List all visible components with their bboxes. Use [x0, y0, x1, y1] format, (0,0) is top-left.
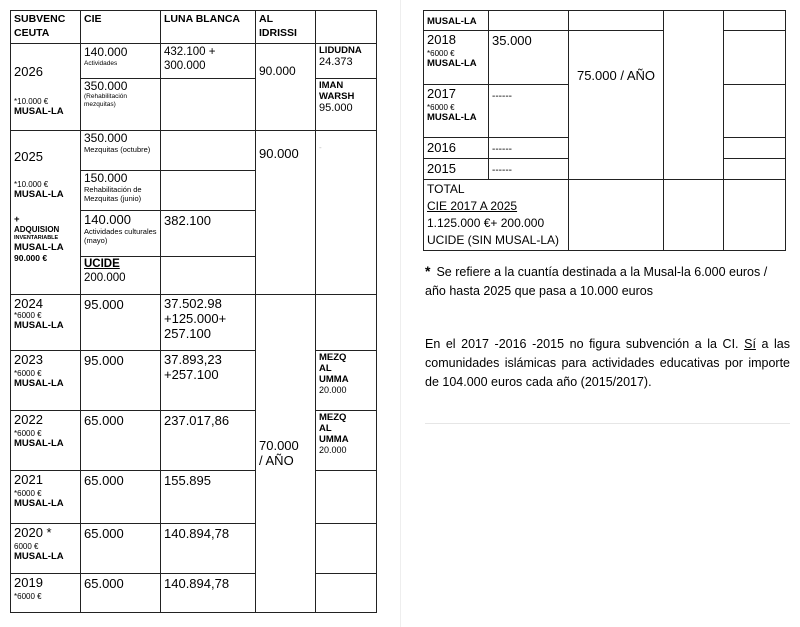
- year-cell-2024: [11, 295, 81, 351]
- note-org: MUSAL-LA: [14, 378, 64, 389]
- luna-amount: 140.894,78: [164, 526, 230, 541]
- luna-amount: 155.895: [164, 473, 211, 488]
- table-row: [11, 524, 377, 574]
- cie-amount: 140.000: [84, 45, 128, 59]
- year-label: 2022: [14, 412, 43, 427]
- extra-cell: [724, 11, 786, 31]
- ucide-amount: 200.000: [84, 272, 126, 284]
- luna-cell: [569, 11, 664, 31]
- luna-amount: 382.100: [164, 213, 211, 228]
- luna-cell: [161, 524, 256, 574]
- extra-cell: [316, 79, 377, 131]
- header-extra: [316, 11, 377, 44]
- plus-sign: +: [14, 214, 20, 225]
- luna-line: +125.000+: [164, 311, 227, 326]
- year-label: 2020 *: [14, 525, 52, 540]
- note-amount: *6000 €: [14, 369, 42, 378]
- extra-name: AL: [319, 363, 332, 374]
- note-amount: *10.000 €: [14, 180, 49, 189]
- luna-line: +257.100: [164, 367, 219, 382]
- luna-cell: [161, 131, 256, 171]
- adq-amount: 90.000 €: [14, 253, 48, 263]
- extra-cell: [316, 471, 377, 524]
- note-org: MUSAL-LA: [427, 16, 477, 27]
- note-amount: *6000 €: [14, 489, 42, 498]
- cie-amount: 95.000: [84, 297, 124, 312]
- note-org: MUSAL-LA: [14, 189, 64, 200]
- total-range: CIE 2017 A 2025: [427, 199, 518, 213]
- cie-cell: [489, 85, 569, 138]
- cie-amount: 65.000: [84, 526, 124, 541]
- cie-cell: [81, 44, 161, 79]
- year-label: 2016: [427, 140, 456, 155]
- year-cell-2017: [424, 85, 489, 138]
- cie-amount: 65.000: [84, 473, 124, 488]
- luna-cell: [161, 79, 256, 131]
- table-row: [11, 471, 377, 524]
- cie-cell: [81, 295, 161, 351]
- table-row: [424, 31, 786, 85]
- year-label: 2026: [14, 64, 43, 79]
- note-amount: 6000 €: [14, 542, 39, 551]
- footnote: [425, 262, 790, 301]
- cie-cell: [81, 351, 161, 411]
- year-cell-2025: [11, 131, 81, 295]
- paragraph-post: a las comunidades islámicas para actividades educativas por importe de 104.000 euros cada año (2015/2017).: [425, 337, 791, 389]
- extra-name: UMMA: [319, 374, 349, 385]
- extra-cell: [316, 44, 377, 79]
- year-label: 2018: [427, 32, 456, 47]
- year-cell-2022: [11, 411, 81, 471]
- year-label: 2024: [14, 296, 43, 311]
- cie-amount: ------: [492, 91, 512, 102]
- luna-cell: [161, 171, 256, 211]
- extra-cell: [724, 138, 786, 159]
- page-divider: [400, 0, 401, 627]
- extra-name: UMMA: [319, 434, 349, 445]
- extra-name: WARSH: [319, 91, 355, 102]
- year-cell-2016: [424, 138, 489, 159]
- cie-amount: 65.000: [84, 413, 124, 428]
- cie-cell: [81, 211, 161, 257]
- extra-cell: [724, 180, 786, 251]
- top-label-cell: [424, 11, 489, 31]
- luna-cell: [161, 471, 256, 524]
- year-cell-2026: [11, 44, 81, 131]
- cie-amount: 35.000: [492, 33, 532, 48]
- year-cell-2023: [11, 351, 81, 411]
- luna-line: 257.100: [164, 326, 211, 341]
- year-label: 2017: [427, 86, 456, 101]
- extra-value: 20.000: [319, 445, 347, 455]
- note-org: MUSAL-LA: [427, 112, 477, 123]
- adq-label: ADQUISION: [14, 225, 60, 234]
- table-row: [11, 44, 377, 79]
- ucide-label: UCIDE: [84, 258, 120, 270]
- total-label: TOTAL: [427, 182, 465, 196]
- note-amount: *6000 €: [14, 592, 42, 601]
- extra-name: LIDUDNA: [319, 45, 362, 56]
- cie-cell: [489, 159, 569, 180]
- table-row: [11, 295, 377, 351]
- extra-cell: [316, 411, 377, 471]
- header-cie: CIE: [81, 11, 161, 44]
- year-label: 2025: [14, 149, 43, 164]
- extra-cell: [316, 574, 377, 613]
- idrissi-amount: 90.000: [259, 146, 299, 161]
- cie-cell: [81, 131, 161, 171]
- luna-amount: 432.100 + 300.000: [164, 46, 216, 72]
- idrissi-cell: [256, 44, 316, 131]
- cie-amount: 65.000: [84, 576, 124, 591]
- subsidies-side-table: [423, 10, 786, 251]
- year-cell-2015: [424, 159, 489, 180]
- note-org: MUSAL-LA: [14, 106, 64, 117]
- luna-amount: 237.017,86: [164, 413, 230, 428]
- luna-line: 37.893,23: [164, 352, 222, 367]
- cie-amount: ------: [492, 165, 512, 176]
- luna-cell: [161, 211, 256, 257]
- cie-amount: 350.000: [84, 79, 128, 93]
- year-cell-2021: [11, 471, 81, 524]
- cie-amount: ------: [492, 144, 512, 155]
- note-org: MUSAL-LA: [14, 498, 64, 509]
- cie-amount: 140.000: [84, 212, 131, 227]
- note-org: MUSAL-LA: [14, 320, 64, 331]
- year-cell-2020: [11, 524, 81, 574]
- adq-label: INVENTARIABLE: [14, 235, 59, 241]
- idrissi-unit: / AÑO: [259, 453, 294, 468]
- cie-cell: [81, 524, 161, 574]
- note-org: MUSAL-LA: [14, 551, 64, 562]
- note-amount: *6000 €: [427, 103, 455, 112]
- note-amount: *6000 €: [427, 49, 455, 58]
- header-luna-blanca: LUNA BLANCA: [161, 11, 256, 44]
- year-label: 2021: [14, 472, 43, 487]
- note-org: MUSAL-LA: [427, 58, 477, 69]
- luna-cell: [161, 411, 256, 471]
- cie-amount: 350.000: [84, 131, 128, 145]
- idrissi-amount: 90.000: [259, 64, 296, 78]
- cie-cell: [81, 79, 161, 131]
- luna-cell: [161, 44, 256, 79]
- luna-cell: [161, 351, 256, 411]
- luna-cell: [161, 574, 256, 613]
- cie-desc: (Rehabilitación mezquitas): [84, 93, 127, 108]
- cie-cell: [489, 11, 569, 31]
- extra-cell: [316, 131, 377, 295]
- extra-cell: [316, 524, 377, 574]
- cie-cell: [489, 138, 569, 159]
- extra-cell: [316, 295, 377, 351]
- cie-desc: Actividades: [84, 60, 118, 67]
- footnote-star: *: [425, 263, 431, 279]
- extra-name: MEZQ: [319, 352, 347, 363]
- footnote-text: Se refiere a la cuantía destinada a la Musal-la 6.000 euros / año hasta 2025 que pasa a 10.000 euros: [425, 265, 768, 298]
- extra-cell: [724, 85, 786, 138]
- note-amount: *10.000 €: [14, 97, 49, 106]
- luna-range: 75.000 / AÑO: [576, 67, 656, 83]
- luna-amount: 140.894,78: [164, 576, 230, 591]
- idrissi-amount: 70.000: [259, 438, 299, 453]
- cie-desc: Rehabilitación de Mezquitas (junio): [84, 185, 142, 203]
- extra-name: IMAN: [319, 80, 344, 91]
- luna-range-cell: [569, 31, 664, 180]
- year-cell-2019: [11, 574, 81, 613]
- cie-cell: [81, 471, 161, 524]
- idrissi-cell: [256, 131, 316, 295]
- extra-name: MEZQ: [319, 412, 347, 423]
- cie-cell: [489, 31, 569, 85]
- extra-value: 24.373: [319, 56, 353, 68]
- horizontal-rule: [425, 423, 790, 424]
- table-row: [11, 411, 377, 471]
- cie-desc: Mezquitas (octubre): [84, 145, 151, 154]
- luna-cell: [569, 180, 664, 251]
- luna-line: 37.502.98: [164, 296, 222, 311]
- cie-amount: 95.000: [84, 353, 124, 368]
- table-row: [11, 131, 377, 171]
- year-label: 2015: [427, 161, 456, 176]
- header-al-idrissi: AL IDRISSI: [256, 11, 316, 44]
- table-row: [11, 574, 377, 613]
- extra-cell: [724, 31, 786, 85]
- note-org: MUSAL-LA: [14, 438, 64, 449]
- note-amount: *6000 €: [14, 311, 42, 320]
- cie-desc: Actividades culturales (mayo): [84, 227, 157, 245]
- paragraph: [425, 335, 790, 392]
- idrissi-cell: [664, 11, 724, 180]
- note-amount: *6000 €: [14, 429, 42, 438]
- extra-name: AL: [319, 423, 332, 434]
- cie-cell: [81, 257, 161, 295]
- luna-cell: [161, 295, 256, 351]
- extra-cell: [316, 351, 377, 411]
- cie-cell: [81, 171, 161, 211]
- total-ucide: UCIDE (SIN MUSAL-LA): [427, 233, 560, 247]
- extra-value: 95.000: [319, 102, 353, 114]
- total-amount: 1.125.000 €+ 200.000: [427, 216, 545, 230]
- table-row: [424, 180, 786, 251]
- idrissi-cell: [664, 180, 724, 251]
- table-header-row: [11, 11, 377, 44]
- extra-value: 20.000: [319, 385, 347, 395]
- year-label: 2019: [14, 575, 43, 590]
- note-org: MUSAL-LA: [14, 242, 64, 253]
- cie-amount: 150.000: [84, 171, 128, 185]
- total-cell: [424, 180, 569, 251]
- paragraph-pre: En el 2017 -2016 -2015 no figura subvención a la CI.: [425, 337, 739, 351]
- cie-cell: [81, 411, 161, 471]
- year-cell-2018: [424, 31, 489, 85]
- subsidies-main-table: [10, 10, 377, 613]
- year-label: 2023: [14, 352, 43, 367]
- cie-cell: [81, 574, 161, 613]
- stray-mark: -: [319, 143, 322, 152]
- paragraph-si: Sí: [744, 337, 756, 351]
- idrissi-range-cell: [256, 295, 316, 613]
- header-subvenc-ceuta: SUBVENC CEUTA: [11, 11, 81, 44]
- table-row: [424, 11, 786, 31]
- extra-cell: [724, 159, 786, 180]
- luna-cell: [161, 257, 256, 295]
- table-row: [11, 351, 377, 411]
